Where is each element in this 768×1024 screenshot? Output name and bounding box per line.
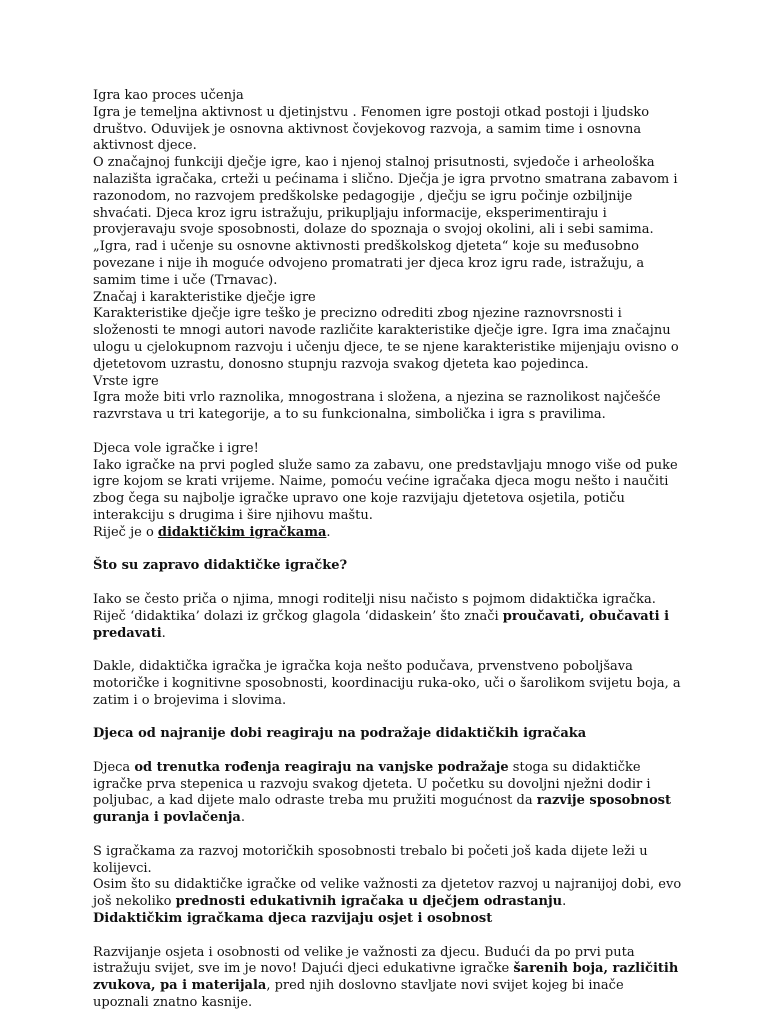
- text: , pred njih doslovno stavljate novi svijet kojeg bi inače upoznali znatno kasnije.: [93, 978, 624, 1011]
- bold-text: prednosti edukativnih igračaka u dječjem odrastanju: [175, 894, 563, 910]
- text: Riječ je o: [93, 524, 158, 540]
- spacer: [93, 928, 683, 945]
- paragraph: [93, 592, 683, 642]
- spacer: [93, 424, 683, 441]
- bold-text: proučavati, obučavati i predavati: [93, 608, 670, 641]
- spacer: [93, 827, 683, 844]
- text: Osim što su didaktičke igračke od velike važnosti za djetetov razvoj u najranijoj dobi, evo još nekoliko: [93, 877, 682, 910]
- paragraph: [93, 877, 683, 911]
- paragraph: Karakteristike dječje igre teško je precizno odrediti zbog njezine raznovrsnosti i složenosti te mnogi autori navode različite karakteristike dječje igre. Igra ima značajnu ulogu u cjelokupnom razvoju i učenju djece, te se njene karakteristike mijenjaju ovisno o djetetovom uzrastu, donosno stupnju razvoja svakog djeteta kao pojedinca.: [93, 306, 679, 372]
- paragraph: [93, 945, 683, 1012]
- text: stoga su didaktičke igračke prva stepenica u razvoju svakog djeteta. U početku su dovoljni nježni dodir i poljubac, a kad dijete malo odraste treba mu pružiti mogućnost da: [93, 759, 651, 809]
- heading-osjet-osobnost: [93, 911, 683, 928]
- bold-underlined-link[interactable]: didaktičkim igračkama: [157, 524, 327, 540]
- spacer: [93, 743, 683, 760]
- bold-text: razvije sposobnost guranja i povlačenja: [93, 793, 671, 826]
- text: Iako se često priča o njima, mnogi roditelji nisu načisto s pojmom didaktička igračka. Riječ ‘didaktika’ dolazi iz grčkog glagola ‘didaskein’ što znači: [93, 591, 656, 624]
- section-title-djeca-vole: Djeca vole igračke i igre!: [93, 440, 259, 456]
- paragraph: Dakle, didaktička igračka je igračka koja nešto podučava, prvenstveno poboljšava motoričke i kognitivne sposobnosti, koordinaciju ruka-oko, uči o šarolikom svijetu boja, a zatim i o brojevima i slovima.: [93, 659, 681, 708]
- spacer: [93, 709, 683, 726]
- paragraph: Igra može biti vrlo raznolika, mnogostrana i složena, a njezina se raznolikost najčešće razvrstava u tri kategorije, a to su funkcionalna, simbolička i igra s pravilima.: [93, 390, 661, 423]
- section-title-vrste-igre: Vrste igre: [93, 373, 159, 389]
- spacer: [93, 542, 683, 559]
- text: .: [562, 894, 567, 910]
- paragraph: O značajnoj funkciji dječje igre, kao i njenoj stalnoj prisutnosti, svjedoče i arheološka nalazišta igračaka, crteži u pećinama i slično. Dječja je igra prvotno smatrana zabavom i razonodom, no razvojem predškolske pedagogije , dječju se igru počinje ozbiljnije shvaćati. Djeca kroz igru istražuju, prikupljaju informacije, eksperimentiraju i provjeravaju svoje sposobnosti, dolaze do spoznaja o svojoj okolini, ali i sebi samima. „Igra, rad i učenje su osnovne aktivnosti predškolskog djeteta“ koje su međusobno povezane i nije ih moguće odvojeno promatrati jer djeca kroz igru rade, istražuju, a samim time i uče (Trnavac).: [93, 155, 678, 288]
- heading-text: Didaktičkim igračkama djeca razvijaju osjet i osobnost: [93, 911, 493, 927]
- spacer: [93, 575, 683, 592]
- bold-text: šarenih boja, različitih zvukova, pa i materijala: [93, 961, 679, 994]
- heading-djeca-od-najranije: [93, 726, 683, 743]
- paragraph: S igračkama za razvoj motoričkih sposobnosti trebalo bi početi još kada dijete leži u kolijevci.: [93, 843, 648, 876]
- paragraph: Igra je temeljna aktivnost u djetinjstvu . Fenomen igre postoji otkad postoji i ljudsko društvo. Oduvijek je osnovna aktivnost čovjekovog razvoja, a samim time i osnovna aktivnost djece.: [93, 104, 650, 154]
- document-body: [93, 88, 683, 1012]
- paragraph-rijec: [93, 525, 683, 542]
- paragraph: [93, 760, 683, 827]
- text: .: [326, 524, 331, 540]
- bold-text: od trenutka rođenja reagiraju na vanjske podražaje: [134, 759, 509, 775]
- text: .: [161, 625, 166, 641]
- heading-sto-su: [93, 558, 683, 575]
- section-title-znacaj: Značaj i karakteristike dječje igre: [93, 289, 316, 305]
- paragraph: Iako igračke na prvi pogled služe samo za zabavu, one predstavljaju mnogo više od puke igre kojom se krati vrijeme. Naime, pomoću većine igračaka djeca mogu nešto i naučiti zbog čega su najbolje igračke upravo one koje razvijaju djetetova osjetila, potiču interakciju s drugima i šire njihovu maštu.: [93, 457, 678, 523]
- heading-text: Djeca od najranije dobi reagiraju na podražaje didaktičkih igračaka: [93, 726, 587, 742]
- text: Djeca: [93, 759, 135, 775]
- text: Razvijanje osjeta i osobnosti od velike je važnosti za djecu. Budući da po prvi puta istražuju svijet, sve im je novo! Dajući djeci edukativne igračke: [93, 944, 635, 977]
- spacer: [93, 642, 683, 659]
- section-title-igra-kao-proces: Igra kao proces učenja: [93, 88, 244, 103]
- text: .: [240, 810, 245, 826]
- heading-text: Što su zapravo didaktičke igračke?: [93, 558, 348, 574]
